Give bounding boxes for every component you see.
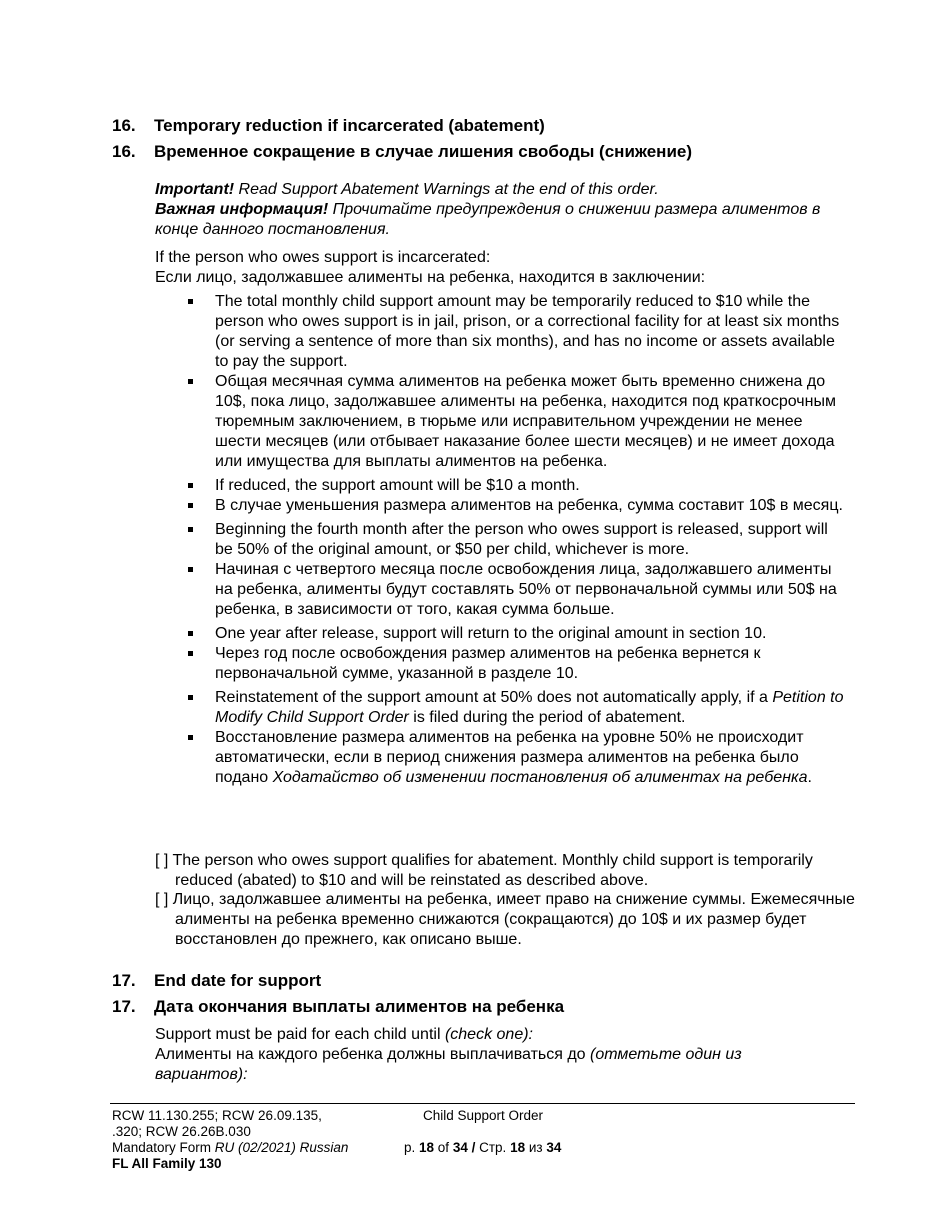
- section-number: 17.: [112, 997, 136, 1016]
- petition-title: Petition to Modify Child Support Order: [215, 689, 844, 726]
- form-version: RU (02/2021) Russian: [214, 1140, 349, 1155]
- page-of: of: [434, 1140, 453, 1155]
- end-date-ru: [155, 1045, 765, 1085]
- section-number: 17.: [112, 971, 136, 990]
- mandatory-form-line: [112, 1140, 348, 1156]
- section-number: 16.: [112, 116, 136, 135]
- list-item: Beginning the fourth month after the person who owes support is released, support will be 50% of the original amount, or $50 per child, whichever is more.: [155, 520, 845, 560]
- abatement-bullets: [155, 292, 845, 788]
- list-item: В случае уменьшения размера алиментов на ребенка, сумма составит 10$ в месяц.: [155, 496, 845, 516]
- list-item: Через год после освобождения размер алиментов на ребенка вернется к первоначальной сумме, указанной в разделе 10.: [155, 644, 845, 684]
- important-label: Важная информация!: [155, 201, 329, 218]
- important-label: Important!: [155, 181, 235, 198]
- important-text: Прочитайте предупреждения о снижении размера алиментов в конце данного постановления.: [155, 201, 821, 238]
- incarcerated-intro: [155, 248, 845, 288]
- end-date-text-en: Support must be paid for each child until: [155, 1026, 445, 1043]
- page-current: 18: [419, 1140, 435, 1155]
- important-notice: [155, 180, 845, 240]
- check-one-hint: (check one):: [444, 1026, 533, 1043]
- rcw-line-1: RCW 11.130.255; RCW 26.09.135,: [112, 1108, 322, 1123]
- heading-text: Временное сокращение в случае лишения свободы (снижение): [154, 142, 693, 161]
- page-total-ru: 34: [546, 1140, 562, 1155]
- section-16-heading-ru: [112, 142, 692, 162]
- important-notice-ru: [155, 200, 845, 240]
- section-number: 16.: [112, 142, 136, 161]
- list-item: [155, 688, 845, 728]
- heading-text: Дата окончания выплаты алиментов на ребенка: [154, 997, 565, 1016]
- section-17-heading-ru: [112, 997, 564, 1017]
- page-label: p.: [404, 1140, 420, 1155]
- list-item: If reduced, the support amount will be $10 a month.: [155, 476, 845, 496]
- list-item: [155, 728, 845, 788]
- abatement-checkbox-en[interactable]: [ ] The person who owes support qualifies for abatement. Monthly child support is temporarily reduced (abated) to $10 and will be reinstated as described above.: [155, 852, 813, 889]
- end-date-text-ru: Алименты на каждого ребенка должны выплачиваться до: [155, 1046, 591, 1063]
- petition-title: Ходатайство об изменении постановления об алиментах на ребенка: [272, 769, 808, 786]
- list-item: The total monthly child support amount may be temporarily reduced to $10 while the person who owes support is in jail, prison, or a correctional facility for at least six months (or serving a sentence of more than six months), and has no income or assets available to pay the support.: [155, 292, 845, 372]
- mandatory-prefix: Mandatory Form: [112, 1140, 215, 1155]
- bullet-text: .: [807, 769, 812, 786]
- page-total: 34: [452, 1140, 468, 1155]
- page-current-ru: 18: [510, 1140, 526, 1155]
- heading-text: Temporary reduction if incarcerated (abatement): [154, 116, 545, 135]
- intro-en: If the person who owes support is incarcerated:: [155, 249, 491, 266]
- important-text: Read Support Abatement Warnings at the end of this order.: [234, 181, 659, 198]
- end-date-text: [155, 1025, 845, 1085]
- list-item: Начиная с четвертого месяца после освобождения лица, задолжавшего алименты на ребенка, алименты будут составлять 50% от первоначальной суммы или 50$ на ребенка, в зависимости от того, какая сумма больше.: [155, 560, 845, 620]
- important-notice-en: [155, 180, 845, 200]
- page-separator: /: [467, 1140, 480, 1155]
- section-16-heading-en: [112, 116, 545, 136]
- form-id: FL All Family 130: [112, 1156, 222, 1171]
- intro-ru: Если лицо, задолжавшее алименты на ребенка, находится в заключении:: [155, 269, 706, 286]
- page-of-ru: из: [525, 1140, 547, 1155]
- heading-text: End date for support: [154, 971, 322, 990]
- footer-divider: [110, 1103, 855, 1104]
- rcw-line-2: .320; RCW 26.26B.030: [112, 1124, 251, 1139]
- bullet-text: Reinstatement of the support amount at 50% does not automatically apply, if a: [215, 689, 773, 706]
- list-item: Общая месячная сумма алиментов на ребенка может быть временно снижена до 10$, пока лицо, задолжавшее алименты на ребенка, находится под краткосрочным тюремным заключением, в тюрьме или исправительном учреждении не менее шести месяцев (или отбывает наказание более шести месяцев) и не имеет дохода или имущества для выплаты алиментов на ребенка.: [155, 372, 845, 472]
- abatement-checkbox-ru[interactable]: [ ] Лицо, задолжавшее алименты на ребенка, имеет право на снижение суммы. Ежемесячные алименты на ребенка временно снижаются (сокращаются) до 10$ и их размер будет восстановлен до прежнего, как описано выше.: [155, 891, 855, 948]
- footer-doc-title: Child Support Order: [423, 1108, 544, 1123]
- footer-left: [112, 1108, 348, 1172]
- bullet-text: Восстановление размера алиментов на ребенка на уровне 50% не происходит автоматически, если в период снижения размера алиментов на ребенка было подано: [215, 729, 804, 786]
- check-one-hint: (отметьте один из вариантов):: [155, 1046, 742, 1083]
- list-item: One year after release, support will return to the original amount in section 10.: [155, 624, 845, 644]
- end-date-en: [155, 1025, 845, 1045]
- bullet-text: is filed during the period of abatement.: [408, 709, 686, 726]
- footer-page-number: [404, 1140, 561, 1156]
- section-17-heading-en: [112, 971, 321, 991]
- page-label-ru: Стр.: [479, 1140, 511, 1155]
